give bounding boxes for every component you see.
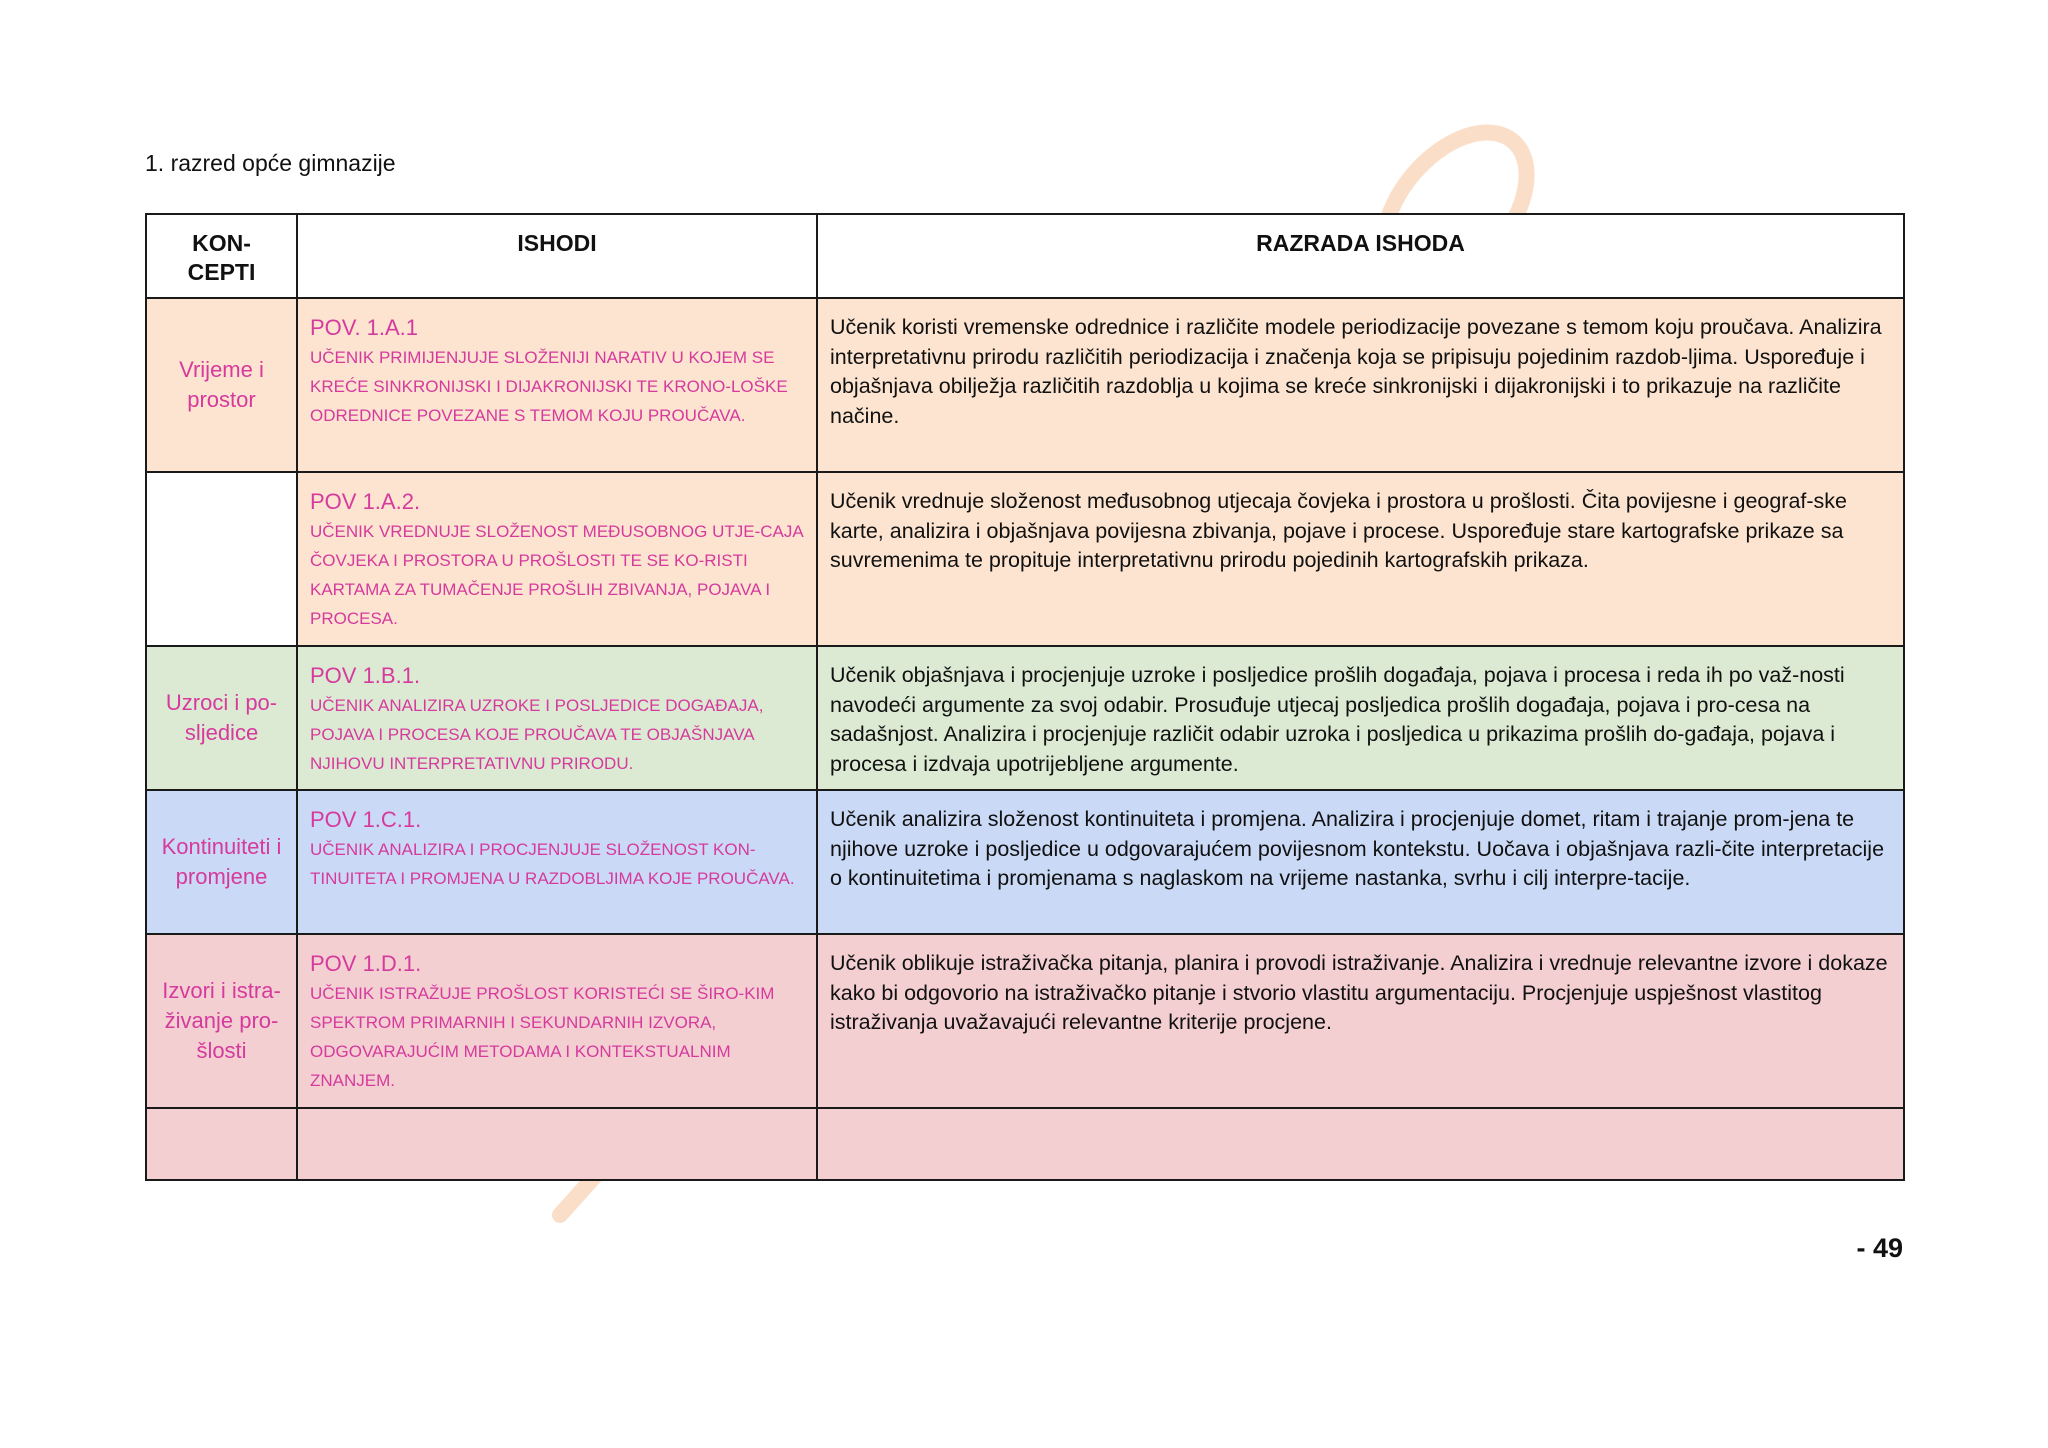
concept-cell xyxy=(146,790,297,934)
empty-cell xyxy=(146,1108,297,1180)
outcome-code: POV 1.C.1. xyxy=(310,807,422,832)
outcome-text: UČENIK PRIMIJENJUJE SLOŽENIJI NARATIV U KOJEM SE KREĆE SINKRONIJSKI I DIJAKRONIJSKI TE KRONO-LOŠKE ODREDNICE POVEZANE S TEMOM KOJU PROUČAVA. xyxy=(310,348,788,425)
concept-cell xyxy=(146,646,297,790)
concept-label: Izvori i istra-živanje pro-šlosti xyxy=(162,978,281,1063)
table-header-row xyxy=(146,214,1904,298)
header-concepts: KON- CEPTI xyxy=(146,214,297,298)
table-row xyxy=(146,646,1904,790)
outcome-text: UČENIK ANALIZIRA I PROCJENJUJE SLOŽENOST KON-TINUITETA I PROMJENA U RAZDOBLJIMA KOJE PROUČAVA. xyxy=(310,840,795,888)
concept-label: Uzroci i po-sljedice xyxy=(165,690,278,745)
elaboration-cell: Učenik objašnjava i procjenjuje uzroke i posljedice prošlih događaja, pojava i procesa i reda ih po važ-nosti navodeći argumente za svoj odabir. Prosuđuje utjecaj posljedica prošlih događaja, pojava i pro-cesa na sadašnjost. Analizira i procjenjuje različit odabir uzroka i posljedica u prikazima prošlih do-gađaja, pojava i procesa i izdvaja upotrijebljene argumente. xyxy=(817,646,1904,790)
outcome-cell xyxy=(297,646,817,790)
page-number: - 49 xyxy=(1856,1233,1903,1263)
elaboration-cell: Učenik oblikuje istraživačka pitanja, planira i provodi istraživanje. Analizira i vrednuje relevantne izvore i dokaze kako bi odgovorio na istraživačko pitanje i stvorio vlastitu argumentaciju. Procjenjuje uspješnost vlastitog istraživanja uvažavajući relevantne kriterije procjene. xyxy=(817,934,1904,1108)
concept-cell xyxy=(146,472,297,646)
outcome-cell xyxy=(297,934,817,1108)
concept-cell xyxy=(146,934,297,1108)
outcome-code: POV 1.A.2. xyxy=(310,489,421,514)
curriculum-table xyxy=(145,213,1905,1181)
outcome-code: POV. 1.A.1 xyxy=(310,315,419,340)
elaboration-cell: Učenik analizira složenost kontinuiteta i promjena. Analizira i procjenjuje domet, ritam i trajanje prom-jena te njihove uzroke i posljedice u odgovarajućem povijesnom kontekstu. Uočava i objašnjava razli-čite interpretacije o kontinuitetima i promjenama s naglaskom na vrijeme nastanka, svrhu i cilj interpre-tacije. xyxy=(817,790,1904,934)
concept-cell xyxy=(146,298,297,472)
elaboration-cell: Učenik vrednuje složenost međusobnog utjecaja čovjeka i prostora u prošlosti. Čita povijesne i geograf-ske karte, analizira i objašnjava povijesna zbivanja, pojave i procese. Uspoređuje stare kartografske prikaze sa suvremenima te propituje interpretativnu prirodu pojedinih kartografskih prikaza. xyxy=(817,472,1904,646)
table-row xyxy=(146,472,1904,646)
table-row xyxy=(146,298,1904,472)
concept-label: Vrijeme i prostor xyxy=(179,357,264,412)
empty-table-row xyxy=(146,1108,1904,1180)
table-row xyxy=(146,790,1904,934)
document-caption: 1. razred opće gimnazije xyxy=(145,150,396,176)
outcome-cell xyxy=(297,790,817,934)
outcome-text: UČENIK VREDNUJE SLOŽENOST MEĐUSOBNOG UTJE-CAJA ČOVJEKA I PROSTORA U PROŠLOSTI TE SE KO-RISTI KARTAMA ZA TUMAČENJE PROŠLIH ZBIVANJA, POJAVA I PROCESA. xyxy=(310,522,803,628)
outcome-text: UČENIK ISTRAŽUJE PROŠLOST KORISTEĆI SE ŠIRO-KIM SPEKTROM PRIMARNIH I SEKUNDARNIH IZVORA, ODGOVARAJUĆIM METODAMA I KONTEKSTUALNIM ZNANJEM. xyxy=(310,984,775,1090)
empty-cell xyxy=(817,1108,1904,1180)
outcome-cell xyxy=(297,472,817,646)
table-row xyxy=(146,934,1904,1108)
outcome-cell xyxy=(297,298,817,472)
header-elaboration: RAZRADA ISHODA xyxy=(817,214,1904,298)
empty-cell xyxy=(297,1108,817,1180)
outcome-code: POV 1.D.1. xyxy=(310,951,422,976)
header-outcomes: ISHODI xyxy=(297,214,817,298)
concept-label: Kontinuiteti i promjene xyxy=(161,834,282,889)
elaboration-cell: Učenik koristi vremenske odrednice i različite modele periodizacije povezane s temom koju proučava. Analizira interpretativnu prirodu različitih periodizacija i značenja koja se pripisuju pojedinim razdob-ljima. Uspoređuje i objašnjava obilježja različitih razdoblja u kojima se kreće sinkronijski i dijakronijski i to prikazuje na različite načine. xyxy=(817,298,1904,472)
outcome-code: POV 1.B.1. xyxy=(310,663,421,688)
outcome-text: UČENIK ANALIZIRA UZROKE I POSLJEDICE DOGAĐAJA, POJAVA I PROCESA KOJE PROUČAVA TE OBJAŠNJAVA NJIHOVU INTERPRETATIVNU PRIRODU. xyxy=(310,696,764,773)
